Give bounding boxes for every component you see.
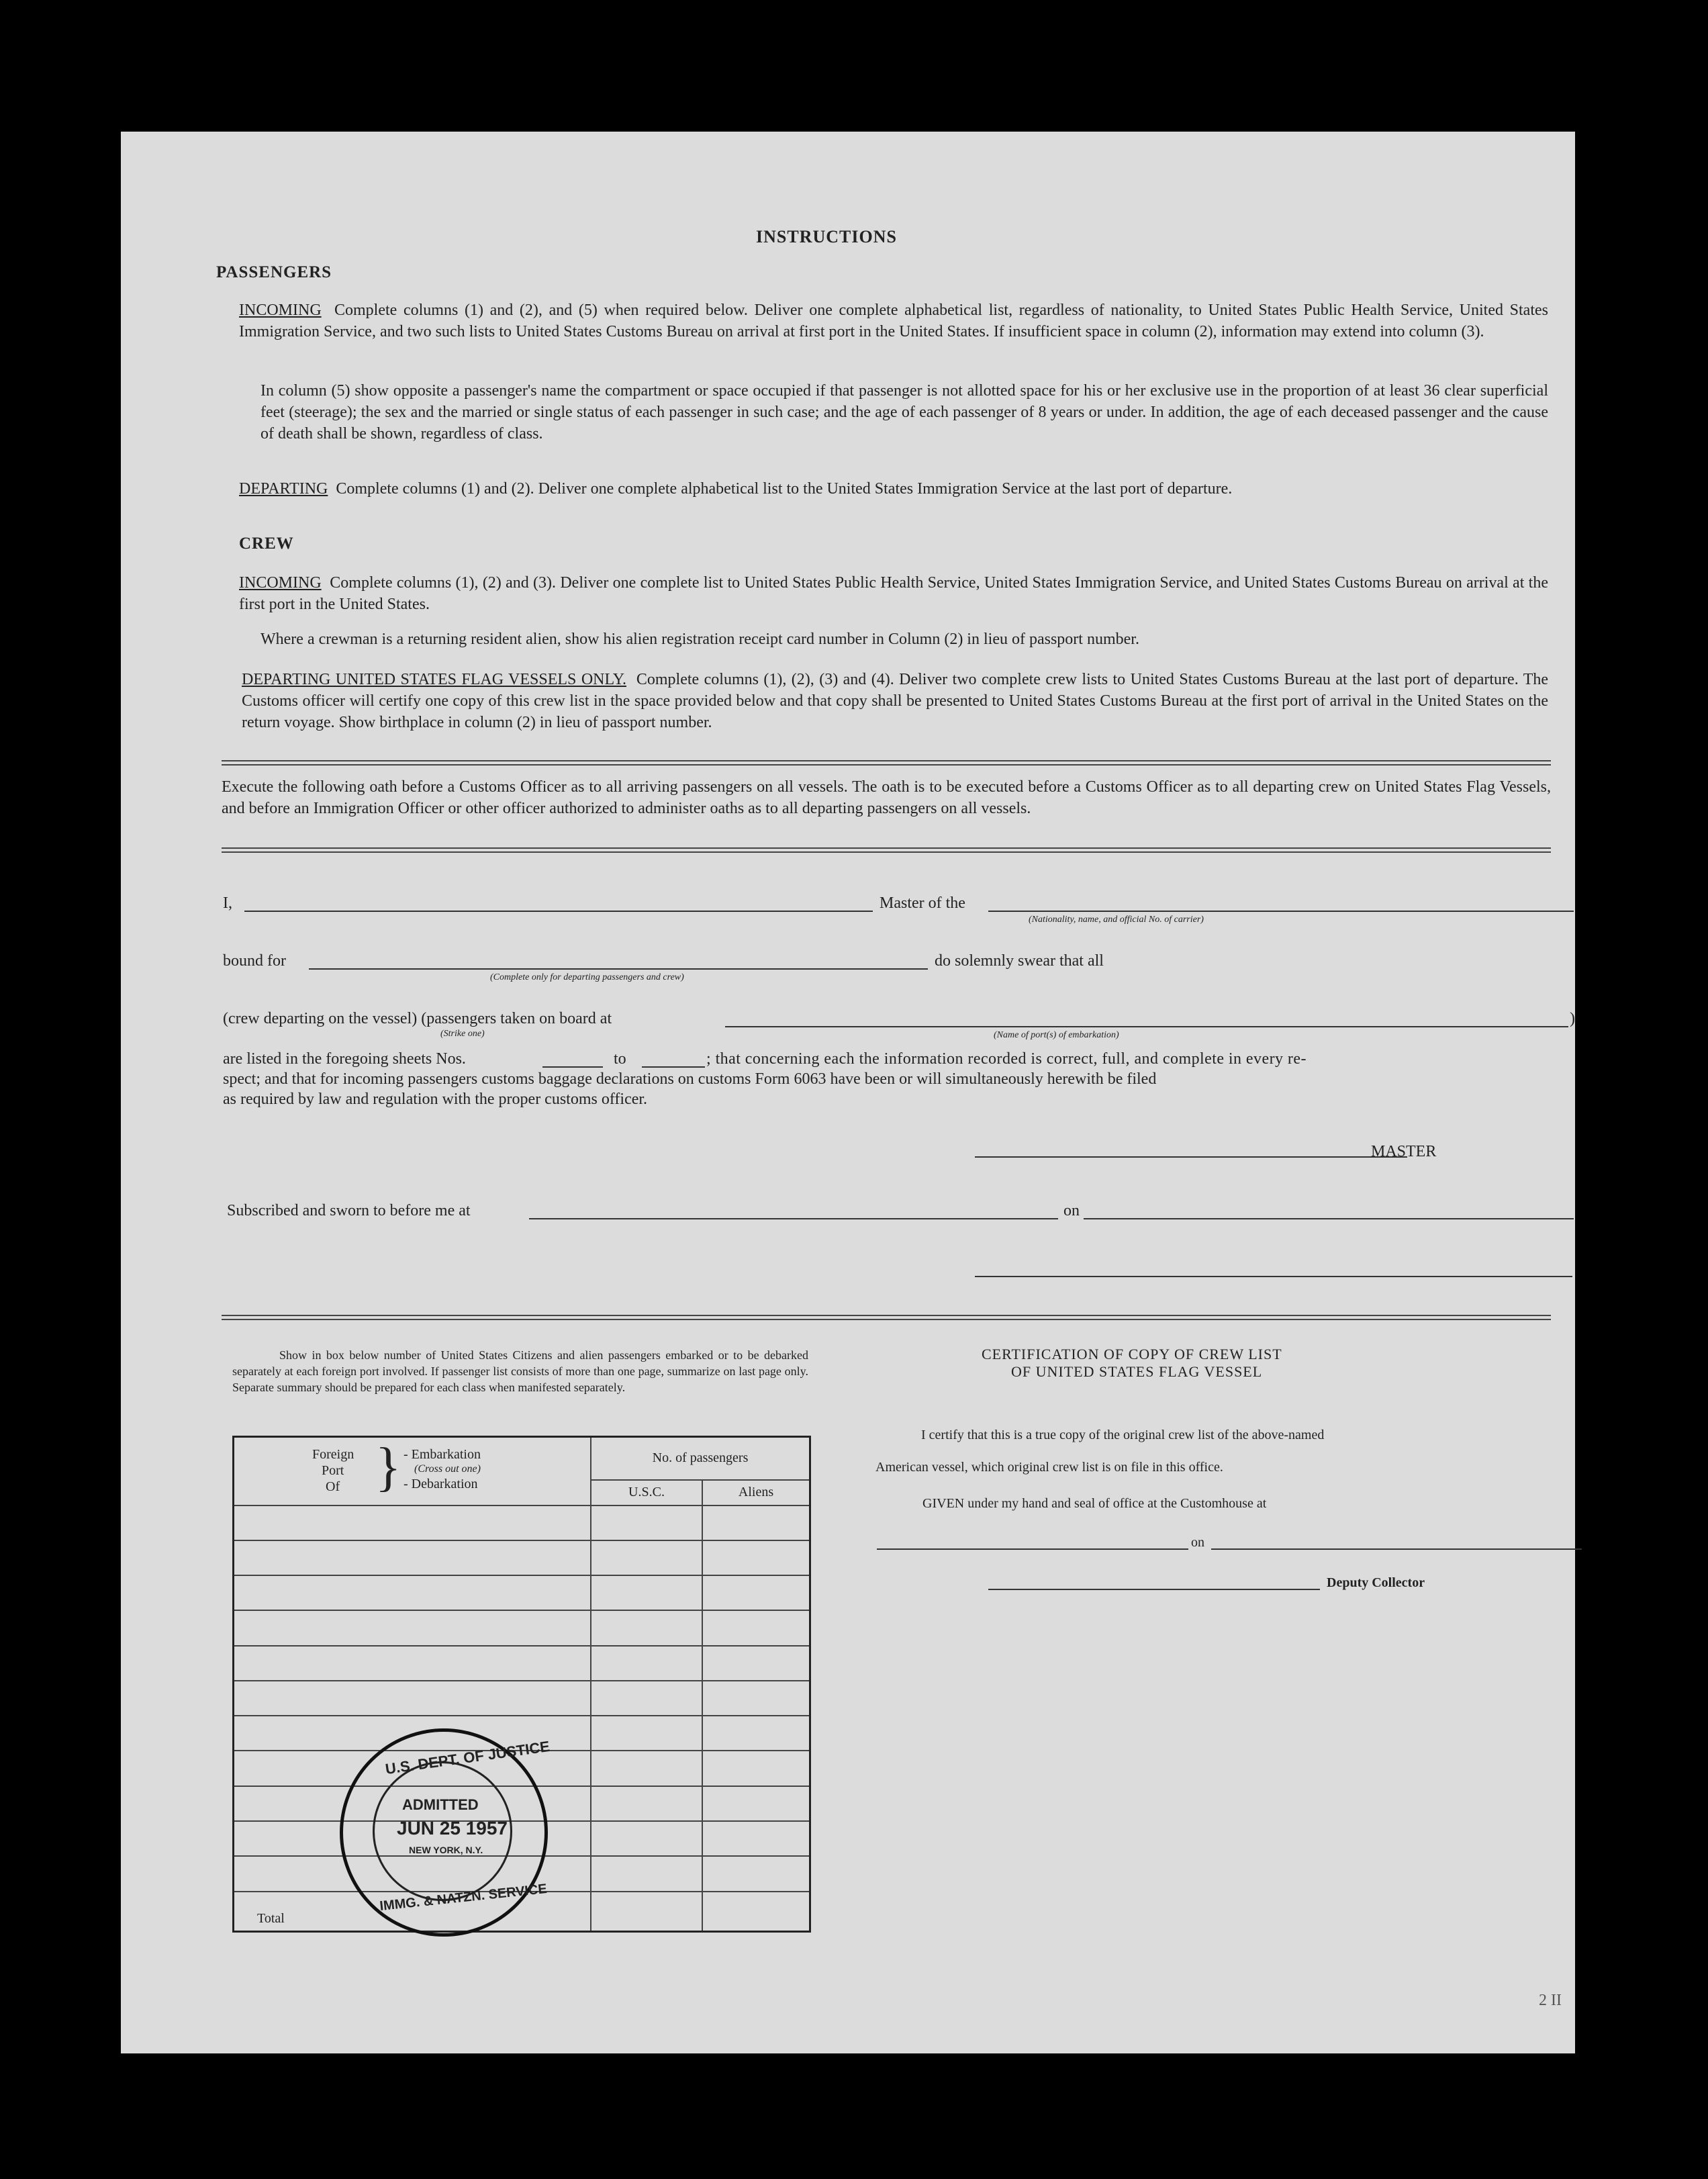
summary-instructions-paragraph bbox=[232, 1347, 808, 1395]
crew-incoming-label: INCOMING bbox=[239, 574, 322, 592]
certification-date-field[interactable] bbox=[1211, 1548, 1582, 1550]
form-sheet bbox=[121, 132, 1575, 2053]
crew-alien-paragraph bbox=[260, 629, 1548, 650]
aliens-label: Aliens bbox=[738, 1485, 774, 1499]
strike-one-caption: (Strike one) bbox=[440, 1029, 485, 1039]
passengers-incoming-text: Complete columns (1) and (2), and (5) when required below. Deliver one complete alphabetical list, regardless of nationality, to United States Public Health Service, United States Immigration Service, and two such lists to United States Customs Bureau on arrival at first port in the United States. If insufficient space in column (2), information may extend into column (3). bbox=[239, 302, 1548, 340]
crew-departing-paragraph bbox=[242, 669, 1548, 733]
brace-icon: } bbox=[375, 1438, 401, 1497]
total-aliens-cell[interactable] bbox=[702, 1892, 810, 1932]
cross-out-label: (Cross out one) bbox=[414, 1463, 481, 1475]
master-of-the-label: Master of the bbox=[880, 894, 965, 912]
corner-note: 2 II bbox=[1539, 1992, 1562, 2009]
admission-stamp bbox=[340, 1728, 551, 1937]
sheet-to-field[interactable] bbox=[642, 1066, 705, 1068]
debarkation-label: - Debarkation bbox=[404, 1477, 478, 1491]
bound-for-caption: (Complete only for departing passengers and crew) bbox=[490, 972, 684, 982]
no-passengers-header bbox=[591, 1437, 810, 1480]
crew-departing-label: (crew departing on the vessel) (passengers taken on board at bbox=[223, 1010, 612, 1027]
total-label: Total bbox=[257, 1911, 285, 1926]
passengers-title: PASSENGERS bbox=[216, 263, 332, 281]
aliens-header bbox=[702, 1480, 810, 1505]
crew-incoming-text: Complete columns (1), (2) and (3). Deliver one complete list to United States Public Health Service, United States Immigration Service, and United States Customs Bureau on arrival at the first port in the United States. bbox=[239, 574, 1549, 613]
close-paren: ) bbox=[1570, 1010, 1575, 1027]
no-passengers-label: No. of passengers bbox=[652, 1450, 749, 1466]
passengers-column5-paragraph bbox=[260, 380, 1548, 445]
to-label: to bbox=[614, 1050, 626, 1068]
certification-title-1: CERTIFICATION OF COPY OF CREW LIST bbox=[982, 1346, 1282, 1362]
subscribed-date-field[interactable] bbox=[1084, 1218, 1574, 1219]
ports-caption: (Name of port(s) of embarkation) bbox=[994, 1030, 1119, 1040]
usc-header bbox=[591, 1480, 702, 1505]
oath-instructions-text: Execute the following oath before a Customs Officer as to all arriving passengers on all vessels. The oath is to be executed before a Customs Officer as to all departing crew on United States Flag Vessels, and before an Immigration Officer or other officer authorized to administer oaths as to all departing passengers on all vessels. bbox=[222, 778, 1551, 817]
listed-suffix: ; that concerning each the information recorded is correct, full, and complete in every re- bbox=[706, 1050, 1307, 1068]
certification-line-3: GIVEN under my hand and seal of office at the Customhouse at bbox=[922, 1496, 1267, 1511]
master-name-field[interactable] bbox=[244, 911, 873, 912]
port-header-cell bbox=[234, 1437, 591, 1505]
embarkation-label: - Embarkation bbox=[404, 1447, 481, 1462]
certification-line-2: American vessel, which original crew list is on file in this office. bbox=[875, 1460, 1223, 1475]
divider-2 bbox=[222, 847, 1551, 853]
summary-row[interactable] bbox=[234, 1681, 810, 1716]
deputy-signature-field[interactable] bbox=[988, 1589, 1320, 1590]
summary-row[interactable] bbox=[234, 1575, 810, 1610]
passengers-incoming-paragraph bbox=[239, 299, 1548, 342]
subscribed-on-label: on bbox=[1063, 1202, 1080, 1219]
certification-title-2: OF UNITED STATES FLAG VESSEL bbox=[1011, 1363, 1263, 1380]
passengers-incoming-label: INCOMING bbox=[239, 302, 322, 319]
stamp-top-text: U.S. DEPT. OF JUSTICE bbox=[384, 1737, 551, 1778]
instructions-heading: INSTRUCTIONS bbox=[756, 227, 897, 246]
port-label: Port bbox=[322, 1463, 344, 1478]
usc-label: U.S.C. bbox=[628, 1485, 665, 1499]
listed-line-2: spect; and that for incoming passengers customs baggage declarations on customs Form 6063 have been or will simultaneously herewith be filed bbox=[223, 1070, 1157, 1088]
divider-3 bbox=[222, 1315, 1551, 1320]
carrier-caption: (Nationality, name, and official No. of carrier) bbox=[1029, 915, 1204, 925]
listed-prefix: are listed in the foregoing sheets Nos. bbox=[223, 1050, 466, 1068]
summary-row[interactable] bbox=[234, 1610, 810, 1645]
crew-alien-text: Where a crewman is a returning resident alien, show his alien registration receipt card number in Column (2) in lieu of passport number. bbox=[260, 631, 1139, 648]
summary-row[interactable] bbox=[234, 1540, 810, 1575]
carrier-field[interactable] bbox=[988, 911, 1574, 912]
summary-instructions-text: Show in box below number of United States Citizens and alien passengers embarked or to be debarked separately at each foreign port involved. If passenger list consists of more than one page, summarize on last page only. Separate summary should be prepared for each class when manifested separately. bbox=[232, 1348, 808, 1394]
officer-signature-field[interactable] bbox=[975, 1276, 1572, 1277]
bound-for-field[interactable] bbox=[309, 968, 928, 970]
sheet-from-field[interactable] bbox=[542, 1066, 603, 1068]
foreign-label: Foreign bbox=[312, 1447, 354, 1462]
passengers-departing-paragraph bbox=[239, 478, 1548, 500]
summary-row[interactable] bbox=[234, 1646, 810, 1681]
crew-incoming-paragraph bbox=[239, 572, 1548, 615]
passengers-column5-text: In column (5) show opposite a passenger's name the compartment or space occupied if that passenger is not allotted space for his or her exclusive use in the proportion of at least 36 clear superficial feet (steerage); the sex and the married or single status of each passenger in such case; and the age of each passenger of 8 years or under. In addition, the age of each deceased passenger and the cause of death shall be shown, regardless of class. bbox=[260, 382, 1548, 443]
crew-title: CREW bbox=[239, 535, 294, 553]
master-label: MASTER bbox=[1371, 1143, 1437, 1160]
certification-line-1: I certify that this is a true copy of the original crew list of the above-named bbox=[921, 1428, 1325, 1442]
total-usc-cell[interactable] bbox=[591, 1892, 702, 1932]
stamp-bottom-text: IMMG. & NATZN. SERVICE bbox=[379, 1881, 548, 1914]
subscribed-label: Subscribed and sworn to before me at bbox=[227, 1202, 471, 1219]
bound-for-label: bound for bbox=[223, 952, 286, 970]
listed-line-3: as required by law and regulation with the proper customs officer. bbox=[223, 1091, 648, 1108]
oath-instructions-paragraph bbox=[222, 776, 1551, 819]
stamp-admitted: ADMITTED bbox=[402, 1796, 479, 1813]
swear-label: do solemnly swear that all bbox=[935, 952, 1104, 970]
summary-row[interactable] bbox=[234, 1505, 810, 1540]
of-label: Of bbox=[326, 1479, 340, 1494]
passengers-departing-text: Complete columns (1) and (2). Deliver one complete alphabetical list to the United States Immigration Service at the last port of departure. bbox=[336, 480, 1233, 498]
master-signature-field[interactable] bbox=[975, 1156, 1407, 1158]
crew-departing-label: DEPARTING UNITED STATES FLAG VESSELS ONLY. bbox=[242, 671, 626, 688]
ports-field[interactable] bbox=[725, 1026, 1568, 1027]
divider-1 bbox=[222, 760, 1551, 766]
passengers-departing-label: DEPARTING bbox=[239, 480, 328, 498]
stamp-date: JUN 25 1957 bbox=[397, 1818, 508, 1839]
oath-i-label: I, bbox=[223, 894, 232, 912]
customhouse-field[interactable] bbox=[877, 1548, 1188, 1550]
deputy-collector-label: Deputy Collector bbox=[1327, 1575, 1425, 1590]
certification-on-label: on bbox=[1191, 1535, 1204, 1550]
crew-departing-text: Complete columns (1), (2), (3) and (4). Deliver two complete crew lists to United States Customs Bureau at the last port of departure. The Customs officer will certify one copy of this crew list in the space provided below and that copy shall be presented to United States Customs Bureau at the first port of arrival in the United States on the return voyage. Show birthplace in column (2) in lieu of passport number. bbox=[242, 671, 1549, 731]
subscribed-place-field[interactable] bbox=[529, 1218, 1058, 1219]
stamp-city: NEW YORK, N.Y. bbox=[409, 1845, 483, 1855]
